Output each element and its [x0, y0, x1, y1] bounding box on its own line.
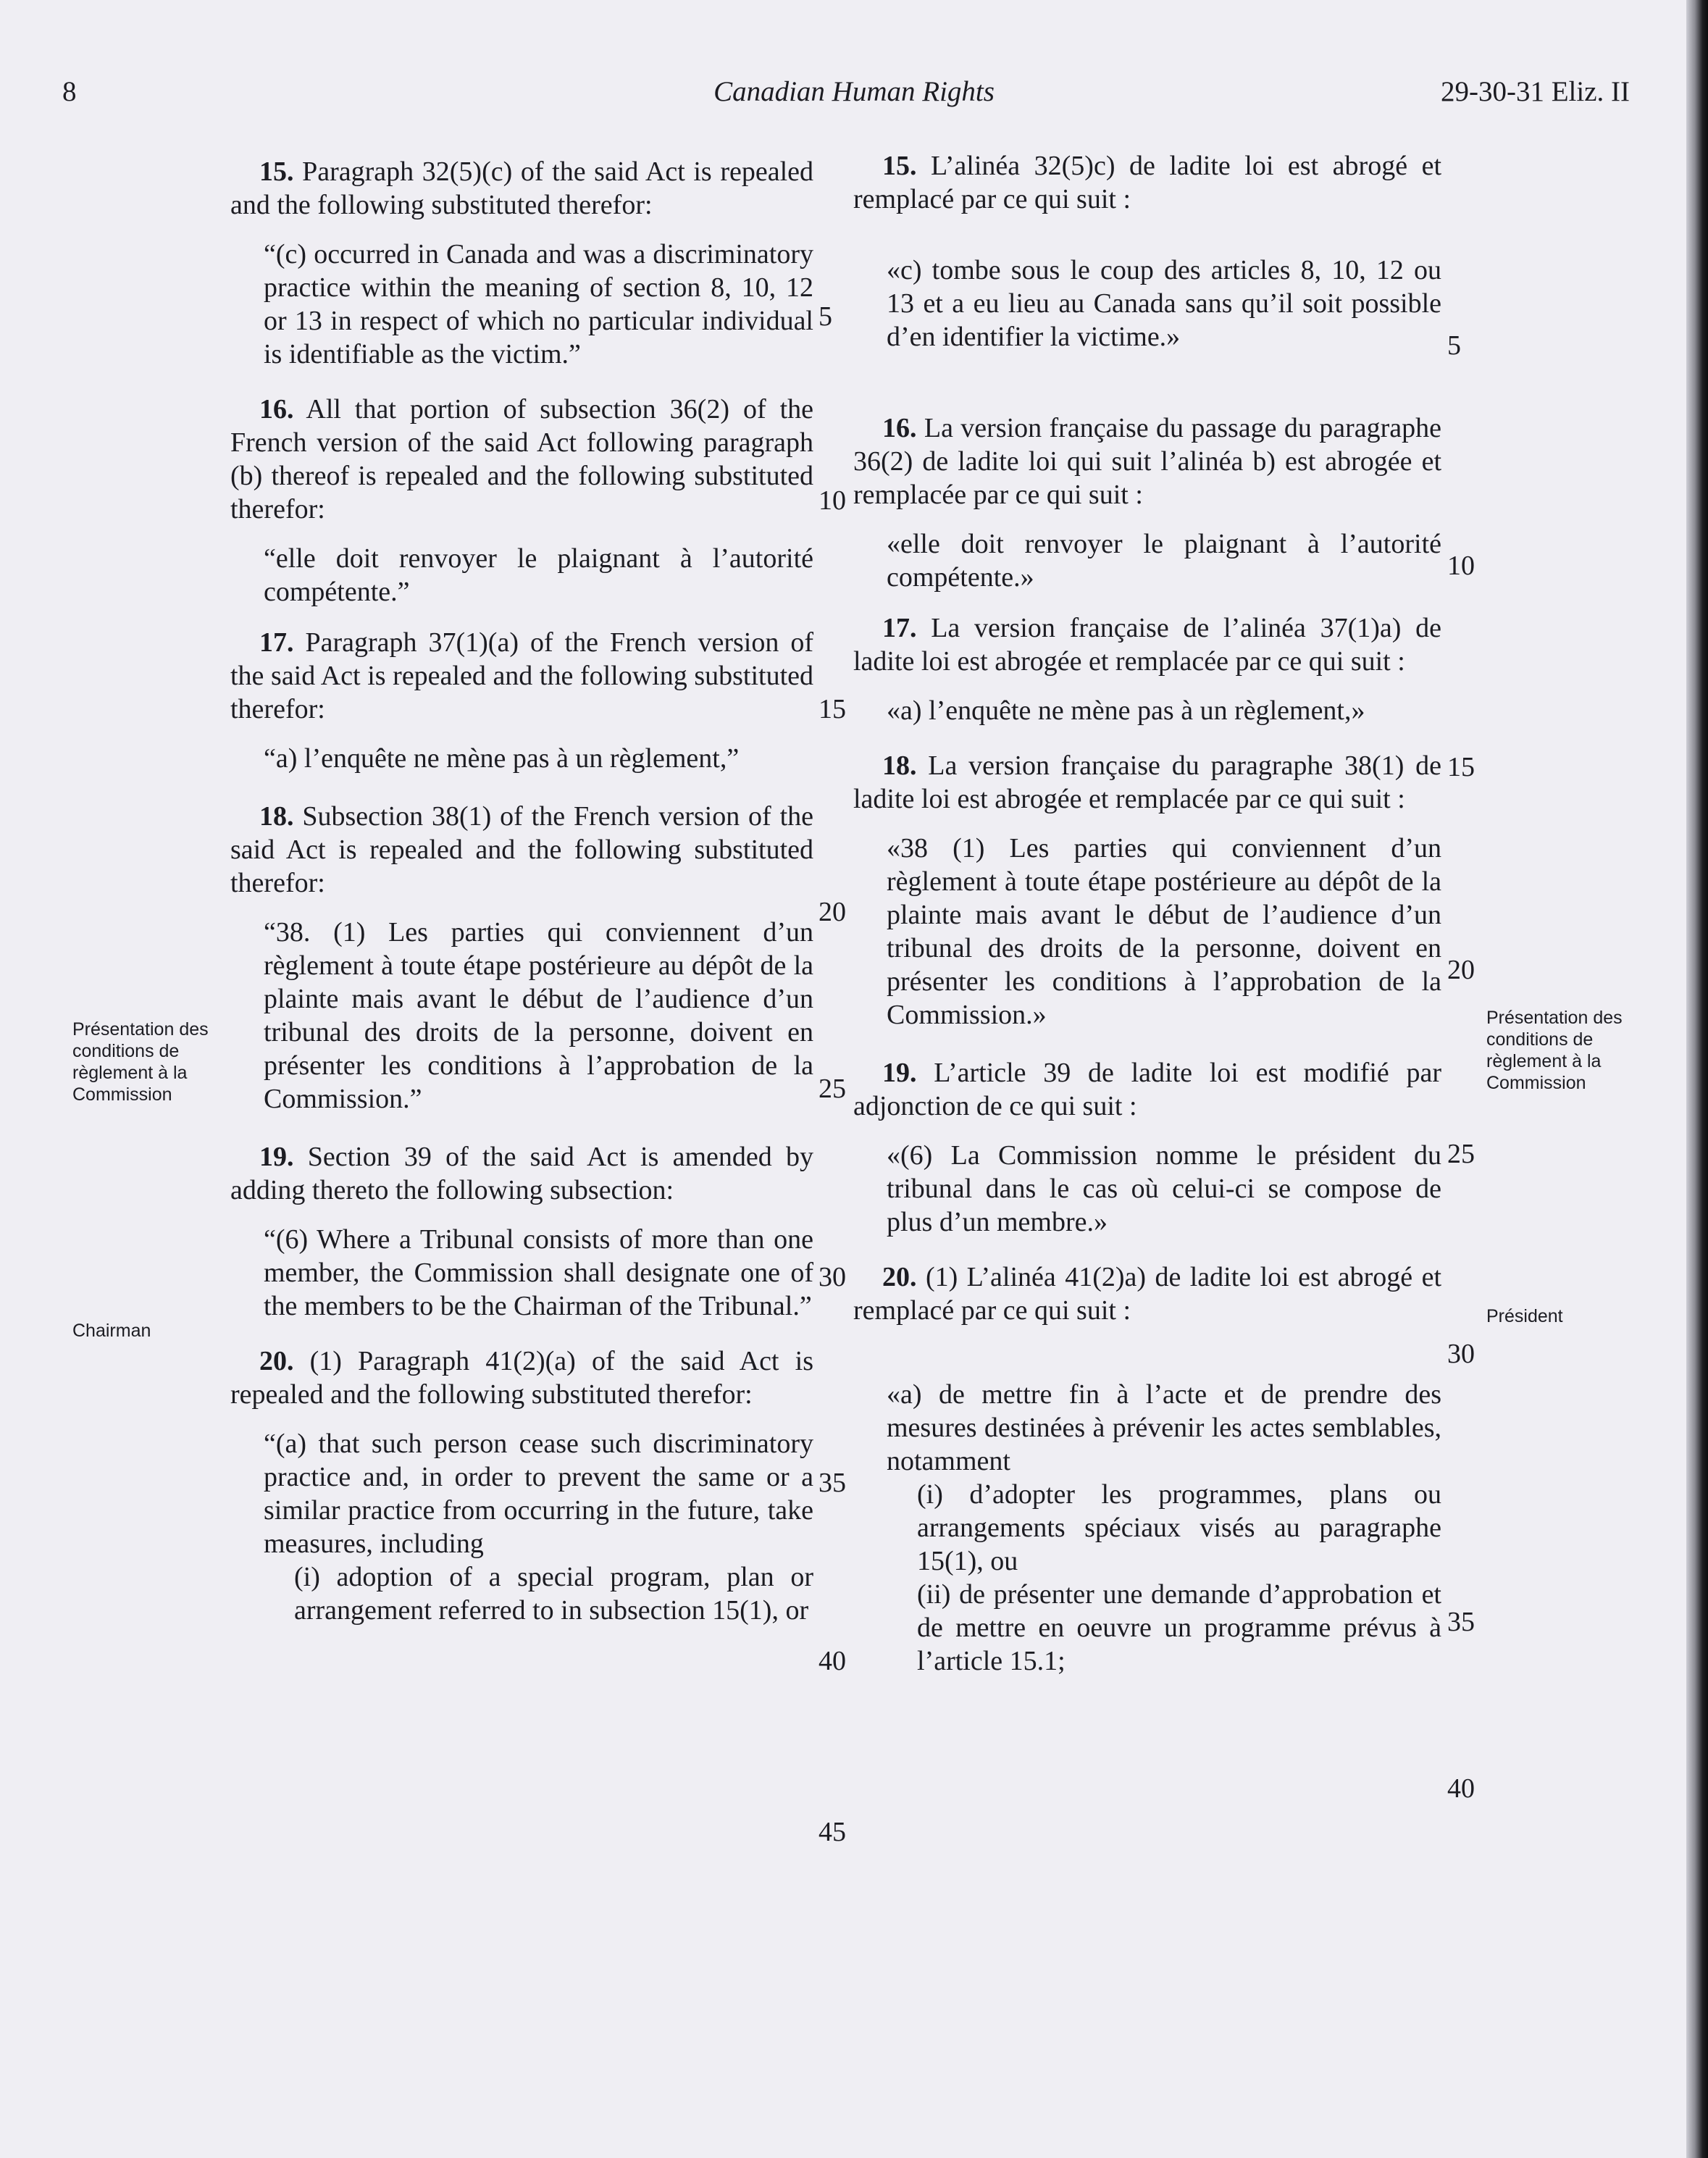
line-number: 5 [1447, 330, 1461, 361]
section-19-fr: 19. L’article 39 de ladite loi est modifié par adjonction de ce qui suit : [853, 1058, 1441, 1121]
quote-15-en: “(c) occurred in Canada and was a discriminatory practice within the meaning of section 8, 10, 12 or 13 in respect of which no particular individual is identifiable as the victim.” [264, 239, 813, 369]
english-column [230, 155, 813, 1627]
quote-18-en: “38. (1) Les parties qui conviennent d’un règlement à toute étape postérieure au dépôt de la plainte mais avant le début de l’audience d’un tribunal des droits de la personne, doivent en présenter les conditions à l’approbation de la Commission.” [264, 917, 813, 1114]
margin-note-settlement-fr: Présentation des conditions de règlement à la Commission [1486, 1008, 1623, 1093]
quote-19-fr: «(6) La Commission nomme le président du tribunal dans le cas où celui-ci se compose de plus d’un membre.» [887, 1140, 1441, 1237]
section-15-fr: 15. L’alinéa 32(5)c) de ladite loi est abrogé et remplacé par ce qui suit : [853, 151, 1441, 214]
margin-note-settlement-en: Présentation des conditions de règlement à la Commission [72, 1019, 209, 1105]
line-number: 30 [819, 1262, 846, 1292]
line-number: 20 [819, 897, 846, 927]
section-19-en: 19. Section 39 of the said Act is amended by adding thereto the following subsection: [230, 1142, 813, 1205]
page-number: 8 [62, 76, 77, 107]
section-16-fr: 16. La version française du passage du paragraphe 36(2) de ladite loi qui suit l’alinéa b) est abrogée et remplacée par ce qui suit : [853, 413, 1442, 510]
line-number: 10 [1447, 551, 1475, 581]
margin-note-chairman: Chairman [72, 1321, 151, 1341]
subpara-ii-fr: (ii) de présenter une demande d’approbation et de mettre en oeuvre un programme prévus à l’article 15.1; [917, 1579, 1441, 1676]
section-18-en: 18. Subsection 38(1) of the French version of the said Act is repealed and the following substituted therefor: [230, 801, 813, 898]
running-title: Canadian Human Rights [713, 76, 995, 107]
page-edge-shadow [1686, 0, 1708, 2158]
line-number: 20 [1447, 955, 1475, 985]
line-number: 15 [819, 694, 846, 724]
line-number: 40 [819, 1646, 846, 1676]
line-number: 30 [1447, 1339, 1475, 1369]
quote-20-en: “(a) that such person cease such discriminatory practice and, in order to prevent the same or a similar practice from occurring in the future, take measures, including [264, 1429, 813, 1559]
quote-20-fr: «a) de mettre fin à l’acte et de prendre des mesures destinées à prévenir les actes semblables, notamment [887, 1379, 1441, 1476]
line-number: 25 [819, 1074, 846, 1104]
line-number: 15 [1447, 752, 1475, 782]
section-17-en: 17. Paragraph 37(1)(a) of the French version of the said Act is repealed and the following substituted therefor: [230, 627, 813, 724]
subpara-i-en: (i) adoption of a special program, plan or arrangement referred to in subsection 15(1), or [294, 1562, 813, 1626]
quote-15-fr: «c) tombe sous le coup des articles 8, 10, 12 ou 13 et a eu lieu au Canada sans qu’il soit possible d’en identifier la victime.» [887, 255, 1441, 352]
line-number: 25 [1447, 1139, 1475, 1169]
quote-17-en: “a) l’enquête ne mène pas à un règlement,” [264, 743, 740, 774]
line-number: 5 [819, 301, 832, 332]
subpara-i-fr: (i) d’adopter les programmes, plans ou arrangements spéciaux visés au paragraphe 15(1), ou [917, 1479, 1441, 1576]
line-number: 35 [819, 1468, 846, 1498]
line-number: 40 [1447, 1773, 1475, 1804]
line-number: 45 [819, 1817, 846, 1847]
section-17-fr: 17. La version française de l’alinéa 37(1)a) de ladite loi est abrogée et remplacée par ce qui suit : [853, 613, 1442, 677]
quote-17-fr: «a) l’enquête ne mène pas à un règlement,» [887, 695, 1365, 726]
margin-note-president: Président [1486, 1306, 1563, 1326]
regnal-year: 29-30-31 Eliz. II [1440, 76, 1630, 107]
french-column [853, 149, 1441, 1678]
quote-19-en: “(6) Where a Tribunal consists of more than one member, the Commission shall designate one of the members to be the Chairman of the Tribunal.” [264, 1224, 813, 1321]
section-20-fr: 20. (1) L’alinéa 41(2)a) de ladite loi est abrogé et remplacé par ce qui suit : [853, 1262, 1442, 1326]
quote-16-en: “elle doit renvoyer le plaignant à l’autorité compétente.” [264, 543, 813, 607]
section-18-fr: 18. La version française du paragraphe 38(1) de ladite loi est abrogée et remplacée par ce qui suit : [853, 750, 1442, 814]
section-16-en: 16. All that portion of subsection 36(2) of the French version of the said Act following paragraph (b) thereof is repealed and the following substituted therefor: [230, 394, 813, 524]
quote-18-fr: «38 (1) Les parties qui conviennent d’un règlement à toute étape postérieure au dépôt de la plainte mais avant le début de l’audience d’un tribunal des droits de la personne, doivent en présenter les conditions à l’approbation de la Commission.» [887, 833, 1441, 1030]
section-20-en: 20. (1) Paragraph 41(2)(a) of the said Act is repealed and the following substituted therefor: [230, 1346, 813, 1410]
section-15-en: 15. Paragraph 32(5)(c) of the said Act is repealed and the following substituted therefor: [230, 156, 814, 220]
line-number: 10 [819, 485, 846, 516]
quote-16-fr: «elle doit renvoyer le plaignant à l’autorité compétente.» [887, 529, 1441, 593]
line-number: 35 [1447, 1607, 1475, 1637]
